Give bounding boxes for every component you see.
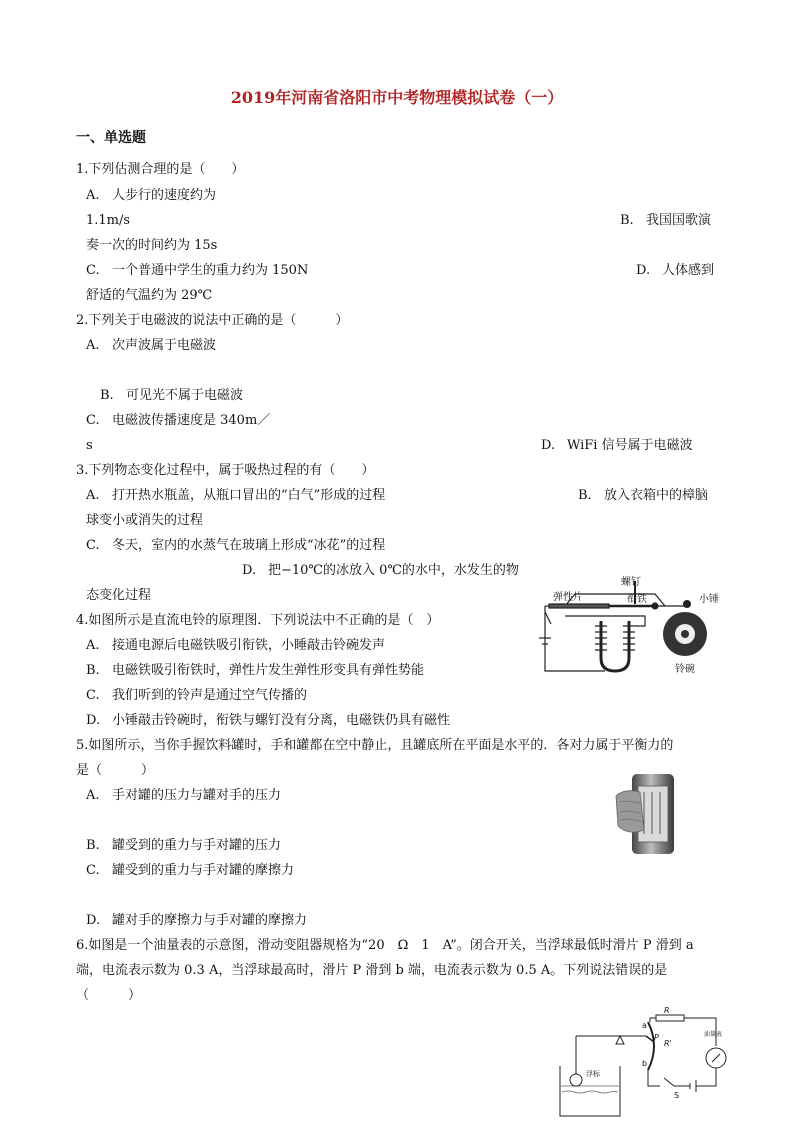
q3-option-d	[242, 561, 519, 581]
q1-b-text: 我国国歌演	[646, 213, 712, 228]
q3-option-c	[86, 536, 385, 556]
q3-stem: 3.下列物态变化过程中，属于吸热过程的有（ ）	[76, 463, 375, 478]
q1-option-a	[86, 186, 216, 206]
label-r: R	[664, 1006, 670, 1015]
q5-c-label: C.	[86, 863, 100, 878]
q6-stem: 6.如图是一个油量表的示意图，滑动变阻器规格为“20 Ω 1 A”。闭合开关，当浮球最低时滑片 P 滑到 a	[76, 938, 694, 953]
q3-a-text: 打开热水瓶盖，从瓶口冒出的“白气”形成的过程	[112, 488, 386, 503]
q1-stem: 1.下列估测合理的是（ ）	[76, 162, 245, 177]
q1-d-text: 人体感到	[662, 263, 715, 278]
label-spring-plate: 弹性片	[553, 592, 583, 603]
q5-b-text: 罐受到的重力与手对罐的压力	[112, 838, 282, 853]
q2-option-b	[100, 386, 243, 406]
label-a: a	[642, 1021, 647, 1030]
q4-c-text: 我们听到的铃声是通过空气传播的	[112, 688, 308, 703]
label-bell-bowl: 铃碗	[675, 664, 695, 675]
q2-b-text: 可见光不属于电磁波	[126, 388, 244, 403]
q3-d-label: D.	[242, 563, 257, 578]
q1-a-text-cont: 1.1m/s	[86, 213, 131, 228]
label-armature: 衔铁	[627, 594, 647, 605]
q4-option-d	[86, 711, 450, 731]
q1-a-label: A.	[86, 188, 100, 203]
q2-c-text-cont: s	[86, 438, 93, 453]
q5-d-text: 罐对手的摩擦力与手对罐的摩擦力	[112, 913, 308, 928]
q4-stem: 4.如图所示是直流电铃的原理图．下列说法中不正确的是（ ）	[76, 613, 440, 628]
q3-d-text-cont: 态变化过程	[86, 588, 152, 603]
q1-a-text: 人步行的速度约为	[112, 188, 217, 203]
hammer-icon	[683, 600, 691, 608]
label-switch-s: S	[674, 1091, 680, 1100]
q5-a-label: A.	[86, 788, 100, 803]
electric-bell-diagram	[535, 576, 735, 686]
q1-b-label: B.	[620, 213, 634, 228]
label-oil-meter: 油量表	[704, 1031, 723, 1038]
oil-gauge-circuit-diagram	[556, 1006, 736, 1120]
label-p: P	[654, 1033, 659, 1042]
q2-b-label: B.	[100, 388, 114, 403]
q6-stem-cont-1: 端，电流表示数为 0.3 A，当浮球最高时，滑片 P 滑到 b 端，电流表示数为 0.5 A。下列说法错误的是	[76, 963, 668, 978]
q2-d-text: WiFi 信号属于电磁波	[567, 438, 693, 453]
q2-option-c	[86, 411, 270, 431]
float-ball-icon	[570, 1074, 582, 1086]
q1-option-c	[86, 261, 308, 281]
q4-option-b	[86, 661, 424, 681]
q1-b-text-cont: 奏一次的时间约为 15s	[86, 238, 218, 253]
q3-b-text-cont: 球变小或消失的过程	[86, 513, 204, 528]
q2-c-label: C.	[86, 413, 100, 428]
q2-c-text: 电磁波传播速度是 340m／	[112, 413, 271, 428]
q5-option-b	[86, 836, 281, 856]
label-float: 浮标	[586, 1070, 600, 1078]
q4-a-text: 接通电源后电磁铁吸引衔铁，小睡敲击铃碗发声	[112, 638, 386, 653]
q2-stem: 2.下列关于电磁波的说法中正确的是（ ）	[76, 313, 349, 328]
q1-c-text: 一个普通中学生的重力约为 150N	[112, 263, 309, 278]
q4-option-a	[86, 636, 385, 656]
q1-c-label: C.	[86, 263, 100, 278]
q1-d-label: D.	[636, 263, 651, 278]
label-b: b	[642, 1059, 648, 1068]
q3-d-text: 把−10℃的冰放入 0℃的水中，水发生的物	[268, 563, 519, 578]
q5-b-label: B.	[86, 838, 100, 853]
q4-option-c	[86, 686, 307, 706]
q1-d-text-cont: 舒适的气温约为 29℃	[86, 288, 213, 303]
q3-c-label: C.	[86, 538, 100, 553]
label-hammer: 小锤	[699, 594, 719, 605]
q3-b-label: B.	[578, 488, 592, 503]
q5-d-label: D.	[86, 913, 101, 928]
label-rprime: R'	[664, 1039, 672, 1048]
page-title: 2019年河南省洛阳市中考物理模拟试卷（一）	[230, 88, 564, 107]
q3-option-a	[86, 486, 385, 506]
q2-a-text: 次声波属于电磁波	[112, 338, 217, 353]
q5-c-text: 罐受到的重力与手对罐的摩擦力	[112, 863, 295, 878]
q2-option-a	[86, 336, 216, 356]
hand-holding-can-image	[614, 770, 678, 858]
q4-c-label: C.	[86, 688, 100, 703]
q3-a-label: A.	[86, 488, 100, 503]
q3-option-b	[578, 486, 708, 506]
q5-stem-cont: 是（ ）	[76, 763, 155, 778]
q5-a-text: 手对罐的压力与罐对手的压力	[112, 788, 282, 803]
section-heading: 一、单选题	[76, 130, 146, 146]
q6-stem-cont-2: （ ）	[76, 988, 142, 1003]
q1-option-d	[636, 261, 714, 281]
q3-b-text: 放入衣箱中的樟脑	[604, 488, 709, 503]
q4-d-text: 小锤敲击铃碗时，衔铁与螺钉没有分离，电磁铁仍具有磁性	[112, 713, 451, 728]
q5-option-a	[86, 786, 281, 806]
q4-a-label: A.	[86, 638, 100, 653]
q1-option-b	[620, 211, 711, 231]
q5-option-c	[86, 861, 294, 881]
q2-option-d	[541, 436, 693, 456]
q3-c-text: 冬天，室内的水蒸气在玻璃上形成“冰花”的过程	[112, 538, 386, 553]
q2-a-label: A.	[86, 338, 100, 353]
label-screw: 螺钉	[621, 577, 641, 588]
q4-b-text: 电磁铁吸引衔铁时，弹性片发生弹性形变具有弹性势能	[112, 663, 425, 678]
q2-d-label: D.	[541, 438, 556, 453]
q4-d-label: D.	[86, 713, 101, 728]
q4-b-label: B.	[86, 663, 100, 678]
q5-stem: 5.如图所示，当你手握饮料罐时，手和罐都在空中静止，且罐底所在平面是水平的．各对力属于平衡力的	[76, 738, 674, 753]
q5-option-d	[86, 911, 307, 931]
